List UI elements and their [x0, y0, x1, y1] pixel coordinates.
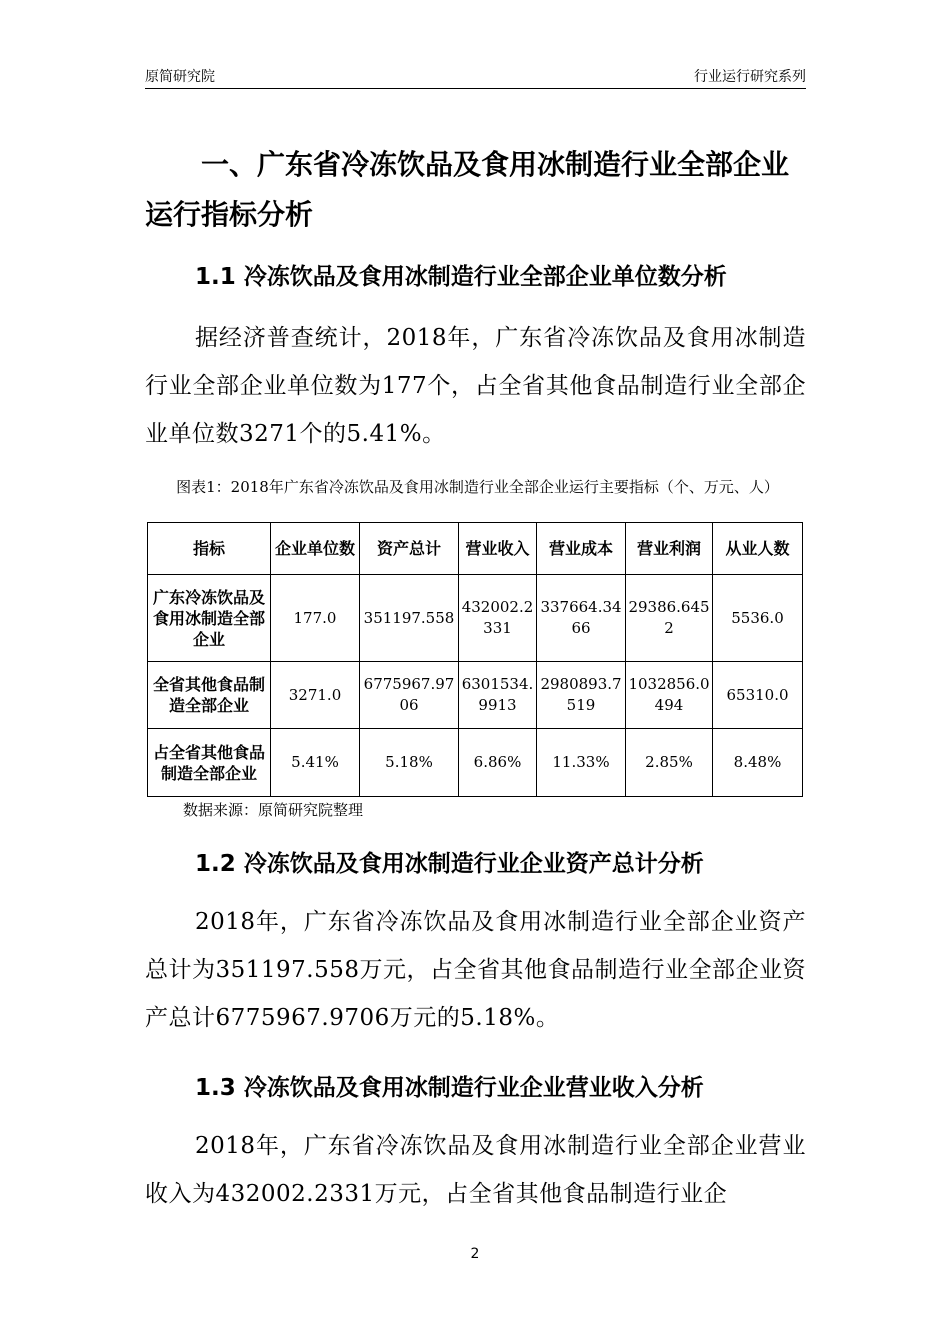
header-left: 原简研究院 [145, 69, 215, 85]
indicator-table [147, 522, 803, 797]
heading-1-3: 1.3 冷冻饮品及食用冰制造行业企业营业收入分析 [195, 1075, 704, 1101]
header-cell: 营业利润 [626, 523, 713, 575]
header-cell: 资产总计 [360, 523, 459, 575]
cell: 5.18% [360, 729, 459, 797]
cell: 432002.2331 [459, 575, 537, 662]
cell: 1032856.0494 [626, 662, 713, 729]
cell: 2.85% [626, 729, 713, 797]
header-right: 行业运行研究系列 [694, 69, 806, 85]
cell: 65310.0 [713, 662, 803, 729]
paragraph-1-1: 据经济普查统计，2018年，广东省冷冻饮品及食用冰制造行业全部企业单位数为177个，占全省其他食品制造行业全部企业单位数3271个的5.41%。 [145, 325, 806, 447]
cell: 6301534.9913 [459, 662, 537, 729]
cell: 11.33% [537, 729, 626, 797]
table-row [148, 729, 803, 797]
cell: 337664.3466 [537, 575, 626, 662]
table-caption: 图表1：2018年广东省冷冻饮品及食用冰制造行业全部企业运行主要指标（个、万元、人） [176, 478, 779, 496]
cell: 6.86% [459, 729, 537, 797]
table-row [148, 575, 803, 662]
header-cell: 营业成本 [537, 523, 626, 575]
cell: 29386.6452 [626, 575, 713, 662]
header-cell: 企业单位数 [271, 523, 360, 575]
section-title: 一、广东省冷冻饮品及食用冰制造行业全部企业运行指标分析 [145, 148, 790, 231]
cell: 2980893.7519 [537, 662, 626, 729]
paragraph-1-3: 2018年，广东省冷冻饮品及食用冰制造行业全部企业营业收入为432002.2331万元，占全省其他食品制造行业企 [145, 1133, 806, 1207]
paragraph-1-2: 2018年，广东省冷冻饮品及食用冰制造行业全部企业资产总计为351197.558万元，占全省其他食品制造行业全部企业资产总计6775967.9706万元的5.18%。 [145, 909, 807, 1031]
page-number: 2 [470, 1246, 480, 1262]
header-cell: 营业收入 [459, 523, 537, 575]
table-row [148, 662, 803, 729]
cell: 177.0 [271, 575, 360, 662]
table-source: 数据来源：原简研究院整理 [183, 801, 364, 819]
cell: 8.48% [713, 729, 803, 797]
heading-1-2: 1.2 冷冻饮品及食用冰制造行业企业资产总计分析 [195, 851, 704, 877]
cell: 351197.558 [360, 575, 459, 662]
cell: 5.41% [271, 729, 360, 797]
table-header-row [148, 523, 803, 575]
row-label: 占全省其他食品制造全部企业 [148, 729, 271, 797]
heading-1-1: 1.1 冷冻饮品及食用冰制造行业全部企业单位数分析 [195, 264, 727, 290]
row-label: 全省其他食品制造全部企业 [148, 662, 271, 729]
header-cell: 从业人数 [713, 523, 803, 575]
row-label: 广东冷冻饮品及食用冰制造全部企业 [148, 575, 271, 662]
cell: 6775967.9706 [360, 662, 459, 729]
header-cell: 指标 [148, 523, 271, 575]
cell: 3271.0 [271, 662, 360, 729]
cell: 5536.0 [713, 575, 803, 662]
header-divider [145, 88, 806, 89]
